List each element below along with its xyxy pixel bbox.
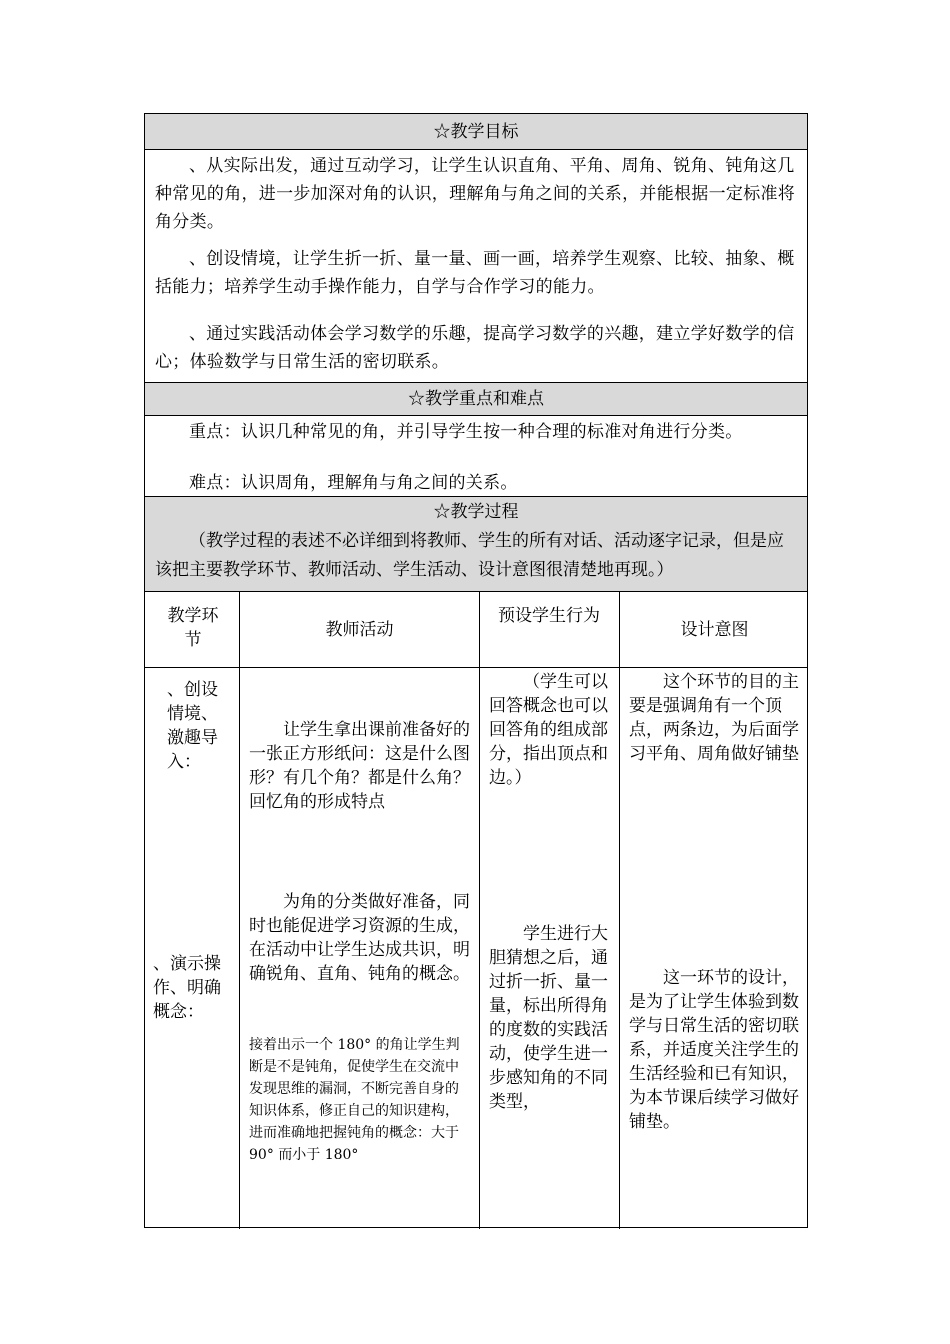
col-header-student: 预设学生行为 bbox=[498, 606, 600, 626]
col-header-teacher: 教师活动 bbox=[325, 620, 394, 640]
stage-1-student: （学生可以回答概念也可以回答角的组成部分，指出顶点和边。） bbox=[489, 672, 608, 788]
process-header-block bbox=[145, 496, 807, 592]
objectives-header: ☆教学目标 bbox=[145, 114, 807, 150]
process-note: （教学过程的表述不必详细到将教师、学生的所有对话、活动逐字记录，但是应该把主要教学环节、教师活动、学生活动、设计意图很清楚地再现。） bbox=[155, 531, 784, 580]
stage-2-student: 学生进行大胆猜想之后，通过折一折、量一量，标出所得角的度数的实践活动，使学生进一步感知角的不同类型， bbox=[489, 924, 608, 1112]
objective-3: 、通过实践活动体会学习数学的乐趣，提高学习数学的兴趣，建立学好数学的信心；体验数学与日常生活的密切联系。 bbox=[155, 324, 795, 372]
stage-1-teacher: 让学生拿出课前准备好的一张正方形纸问：这是什么图形？有几个角？都是什么角？回忆角的形成特点 bbox=[249, 720, 470, 812]
col-header-intent: 设计意图 bbox=[680, 620, 749, 640]
col-divider-1 bbox=[239, 592, 240, 1229]
stage-2-intent: 这一环节的设计，是为了让学生体验到数学与日常生活的密切联系，并适度关注学生的生活经验和已有知识，为本节课后续学习做好铺垫。 bbox=[629, 968, 799, 1132]
objective-2: 、创设情境，让学生折一折、量一量、画一画，培养学生观察、比较、抽象、概括能力；培养学生动手操作能力，自学与合作学习的能力。 bbox=[155, 249, 795, 297]
stage-1-intent: 这个环节的目的主要是强调角有一个顶点，两条边，为后面学习平角、周角做好铺垫 bbox=[629, 672, 799, 764]
stage-2-label: 、演示操作、明确概念： bbox=[153, 954, 221, 1022]
col-divider-2 bbox=[479, 592, 480, 1229]
key-point: 重点：认识几种常见的角，并引导学生按一种合理的标准对角进行分类。 bbox=[189, 422, 743, 442]
col-divider-3 bbox=[619, 592, 620, 1229]
process-header: ☆教学过程 bbox=[433, 502, 519, 522]
key-points-header: ☆教学重点和难点 bbox=[145, 382, 807, 416]
lesson-plan-table bbox=[144, 113, 808, 1228]
stage-1-label: 、创设情境、激趣导入： bbox=[167, 680, 218, 772]
difficulty-point: 难点：认识周角，理解角与角之间的关系。 bbox=[189, 473, 518, 493]
objective-1: 、从实际出发，通过互动学习，让学生认识直角、平角、周角、锐角、钝角这几种常见的角，进一步加深对角的认识，理解角与角之间的关系，并能根据一定标准将角分类。 bbox=[155, 156, 796, 232]
stage-2-teacher: 为角的分类做好准备，同时也能促进学习资源的生成，在活动中让学生达成共识，明确锐角、直角、钝角的概念。 bbox=[249, 892, 470, 984]
header-row-divider bbox=[145, 667, 807, 668]
col-header-stage: 教学环节 bbox=[167, 606, 219, 650]
stage-2-teacher-extra: 接着出示一个 180° 的角让学生判断是不是钝角，促使学生在交流中发现思维的漏洞，不断完善自身的知识体系，修正自己的知识建构，进而准确地把握钝角的概念：大于 90° 而小于 180° bbox=[249, 1037, 460, 1163]
